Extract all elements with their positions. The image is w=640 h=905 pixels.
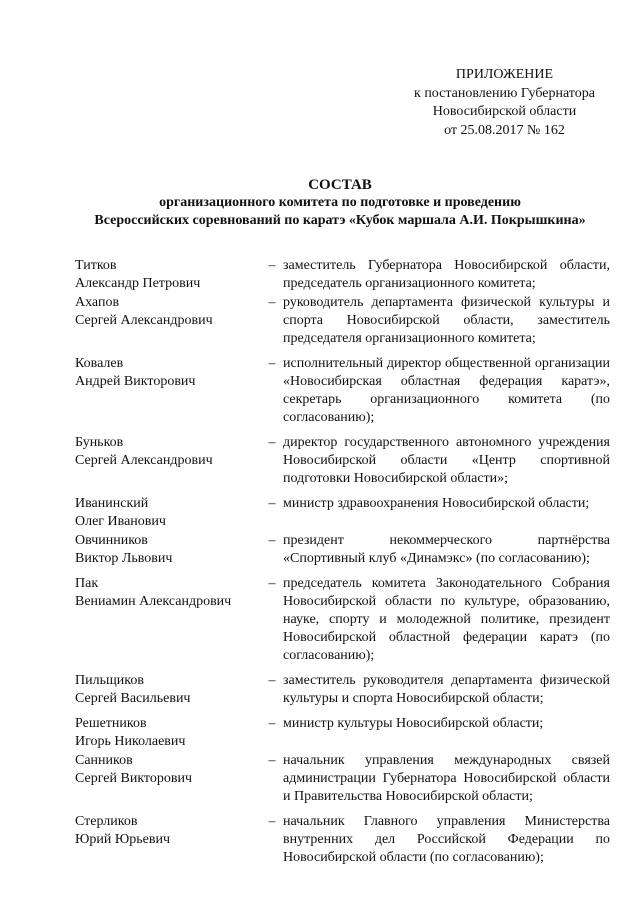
member-dash: –: [268, 673, 276, 688]
heading-line-1: организационного комитета по подготовке и проведению: [159, 195, 521, 210]
member-surname: Иванинский: [75, 496, 149, 511]
member-dash: –: [268, 753, 276, 768]
member-name: [75, 434, 261, 488]
member-row: [75, 257, 610, 293]
member-row: [75, 752, 610, 806]
member-given-names: Вениамин Александрович: [75, 594, 232, 609]
member-list: [75, 257, 610, 868]
member-name: [75, 257, 261, 293]
appendix-line-region: Новосибирской области: [432, 104, 577, 119]
member-role: министр культуры Новосибирской области;: [283, 716, 544, 731]
member-role: заместитель Губернатора Новосибирской области, председатель организационного комитета;: [283, 258, 610, 291]
member-dash: –: [268, 814, 276, 829]
appendix-block: [392, 66, 617, 140]
member-dash: –: [268, 435, 276, 450]
member-name: [75, 575, 261, 665]
member-role: председатель комитета Законодательного Собрания Новосибирской области по культуре, образованию, науке, спорту и молодежной политике, президент Новосибирской областной федерации каратэ (по согласованию);: [283, 576, 610, 663]
member-role: исполнительный директор общественной организации «Новосибирская областная федерация каратэ», секретарь организационного комитета (по согласованию);: [283, 356, 610, 425]
member-row: [75, 672, 610, 708]
member-surname: Стерликов: [75, 814, 138, 829]
member-name: [75, 532, 261, 568]
member-name: [75, 355, 261, 427]
member-name: [75, 715, 261, 751]
member-surname: Титков: [75, 258, 117, 273]
member-surname: Буньков: [75, 435, 124, 450]
member-dash: –: [268, 295, 276, 310]
member-given-names: Игорь Николаевич: [75, 734, 186, 749]
heading-line-2: Всероссийских соревнований по каратэ «Кубок маршала А.И. Покрышкина»: [94, 213, 586, 228]
member-row: [75, 715, 610, 751]
member-surname: Санников: [75, 753, 133, 768]
member-row: [75, 495, 610, 531]
member-role: директор государственного автономного учреждения Новосибирской области «Центр спортивной подготовки Новосибирской области»;: [283, 435, 610, 486]
member-surname: Решетников: [75, 716, 147, 731]
member-given-names: Сергей Александрович: [75, 313, 213, 328]
member-name: [75, 495, 261, 531]
member-dash: –: [268, 716, 276, 731]
member-dash: –: [268, 258, 276, 273]
member-name: [75, 752, 261, 806]
member-row: [75, 355, 610, 427]
member-role: начальник управления международных связей администрации Губернатора Новосибирской области и Правительства Новосибирской области;: [283, 753, 610, 804]
member-dash: –: [268, 576, 276, 591]
member-given-names: Юрий Юрьевич: [75, 832, 171, 847]
member-dash: –: [268, 533, 276, 548]
member-role: министр здравоохранения Новосибирской области;: [283, 496, 590, 511]
member-name: [75, 672, 261, 708]
heading-title: СОСТАВ: [308, 177, 372, 193]
member-role: заместитель руководителя департамента физической культуры и спорта Новосибирской области;: [283, 673, 610, 706]
document-heading: [60, 176, 620, 230]
member-given-names: Сергей Васильевич: [75, 691, 191, 706]
member-role: руководитель департамента физической культуры и спорта Новосибирской области, заместитель председателя организационного комитета;: [283, 295, 610, 346]
member-name: [75, 813, 261, 867]
member-given-names: Олег Иванович: [75, 514, 166, 529]
member-name: [75, 294, 261, 348]
member-row: [75, 813, 610, 867]
member-dash: –: [268, 496, 276, 511]
member-dash: –: [268, 356, 276, 371]
member-given-names: Александр Петрович: [75, 276, 201, 291]
member-surname: Ковалев: [75, 356, 124, 371]
member-surname: Ахапов: [75, 295, 120, 310]
member-given-names: Сергей Викторович: [75, 771, 193, 786]
member-given-names: Сергей Александрович: [75, 453, 213, 468]
member-role: начальник Главного управления Министерства внутренних дел Российской Федерации по Новосибирской области (по согласованию);: [283, 814, 610, 865]
appendix-line-decree: к постановлению Губернатора: [414, 85, 595, 101]
member-row: [75, 532, 610, 568]
appendix-title: ПРИЛОЖЕНИЕ: [455, 67, 554, 82]
member-row: [75, 434, 610, 488]
member-surname: Пак: [75, 576, 99, 591]
member-row: [75, 294, 610, 348]
member-surname: Овчинников: [75, 533, 148, 548]
member-role: президент некоммерческого партнёрства «Спортивный клуб «Динамэкс» (по согласованию);: [283, 533, 610, 566]
member-surname: Пильщиков: [75, 673, 144, 688]
appendix-line-date: от 25.08.2017 № 162: [444, 122, 565, 138]
member-given-names: Андрей Викторович: [75, 374, 196, 389]
member-given-names: Виктор Львович: [75, 551, 173, 566]
member-row: [75, 575, 610, 665]
